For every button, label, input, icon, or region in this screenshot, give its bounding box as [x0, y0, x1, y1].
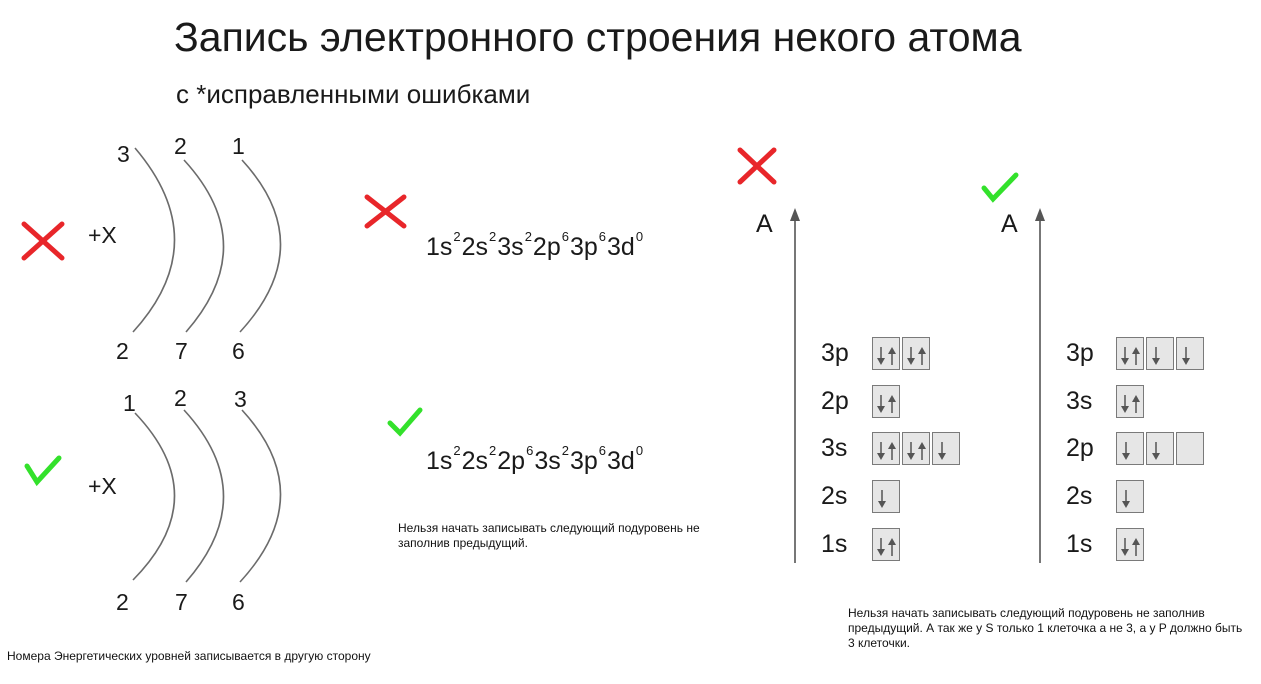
spin-arrows-icon — [1117, 433, 1145, 466]
energy-axis-label: A — [756, 210, 773, 238]
orbital-cell — [902, 337, 930, 370]
orbital-cell — [1146, 432, 1174, 465]
orbital-cells — [872, 337, 932, 370]
spin-arrows-icon — [1147, 433, 1175, 466]
orbital-term: 3p — [569, 233, 598, 261]
orbital-term: 3p — [569, 447, 598, 475]
orbital-cell — [1116, 432, 1144, 465]
shell-number: 1 — [232, 133, 245, 159]
electron-count-superscript: 2 — [561, 443, 569, 458]
orbital-term: 2s — [461, 233, 489, 261]
orbital-term: 2s — [461, 447, 489, 475]
spin-arrows-icon — [1177, 338, 1205, 371]
shell-arcs-wrong — [133, 148, 281, 332]
electron-count-superscript: 0 — [635, 443, 644, 458]
orbital-cell — [1176, 337, 1204, 370]
check-icon — [390, 410, 420, 433]
electron-count-superscript: 0 — [635, 229, 644, 244]
nucleus-label: +X — [88, 222, 117, 248]
orbital-cells — [1116, 337, 1206, 370]
sublevel-label: 3p — [1066, 339, 1094, 367]
spin-arrows-icon — [1117, 481, 1145, 514]
energy-axis-label: A — [1001, 210, 1018, 238]
orbital-cell — [1116, 337, 1144, 370]
cross-icon — [367, 197, 404, 226]
electron-count: 7 — [175, 589, 188, 615]
orbital-cell — [872, 432, 900, 465]
formula-correct — [426, 443, 644, 476]
spin-arrows-icon — [1117, 529, 1145, 562]
cross-icon — [24, 224, 62, 258]
page-title: Запись электронного строения некого атома — [174, 14, 1022, 60]
electron-count-superscript: 6 — [526, 443, 534, 458]
formula-wrong — [426, 229, 644, 262]
orbital-term: 1s — [426, 447, 453, 475]
orbital-cell — [932, 432, 960, 465]
spin-arrows-icon — [903, 338, 931, 371]
shell-arc-3 — [240, 410, 281, 582]
electron-count-superscript: 6 — [598, 229, 607, 244]
orbital-cell — [872, 337, 900, 370]
sublevel-label: 2s — [821, 482, 848, 510]
shell-arc-2 — [184, 160, 224, 332]
electron-count: 7 — [175, 338, 188, 364]
check-icon — [984, 175, 1016, 199]
orbital-cells — [1116, 385, 1146, 418]
sublevel-label: 3p — [821, 339, 849, 367]
shell-number: 1 — [123, 390, 136, 416]
orbital-cell — [1116, 480, 1144, 513]
orbital-cells — [872, 432, 962, 465]
orbital-cell — [872, 480, 900, 513]
energy-note: Нельзя начать записывать следующий подуровень не заполнив предыдущий. А так же у S только 1 клеточка а не 3, а у P должно быть 3 клеточки. — [848, 606, 1243, 650]
orbital-cell — [1116, 528, 1144, 561]
sublevel-label: 1s — [1066, 530, 1093, 558]
orbital-cells — [1116, 480, 1146, 513]
orbital-term: 3d — [607, 233, 635, 261]
spin-arrows-icon — [873, 481, 901, 514]
orbital-cell — [1116, 385, 1144, 418]
orbital-cell — [1176, 432, 1204, 465]
check-icon — [27, 458, 59, 482]
nucleus-label: +X — [88, 473, 117, 499]
orbital-cell — [872, 385, 900, 418]
shell-number: 3 — [117, 141, 130, 167]
spin-arrows-icon — [1117, 338, 1145, 371]
electron-count: 6 — [232, 338, 245, 364]
sublevel-label: 2p — [821, 387, 849, 415]
spin-arrows-icon — [903, 433, 931, 466]
formula-note: Нельзя начать записывать следующий подуровень не заполнив предыдущий. — [398, 521, 700, 550]
sublevel-label: 2s — [1066, 482, 1093, 510]
electron-count-superscript: 6 — [561, 229, 569, 244]
orbital-cells — [872, 528, 902, 561]
sublevel-label: 1s — [821, 530, 848, 558]
orbital-term: 3s — [534, 447, 561, 475]
orbital-cell — [902, 432, 930, 465]
electron-count-superscript: 2 — [489, 443, 497, 458]
electron-count-superscript: 2 — [524, 229, 532, 244]
shell-arc-2 — [184, 410, 224, 582]
orbital-cells — [872, 385, 902, 418]
sublevel-label: 3s — [1066, 387, 1093, 415]
spin-arrows-icon — [1117, 386, 1145, 419]
orbital-term: 2p — [497, 447, 526, 475]
spin-arrows-icon — [1177, 433, 1205, 466]
electron-count-superscript: 2 — [453, 443, 461, 458]
electron-count-superscript: 2 — [453, 229, 461, 244]
spin-arrows-icon — [873, 433, 901, 466]
orbital-cell — [872, 528, 900, 561]
electron-count-superscript: 2 — [489, 229, 497, 244]
spin-arrows-icon — [1147, 338, 1175, 371]
spin-arrows-icon — [873, 338, 901, 371]
shell-arc-3 — [240, 160, 281, 332]
shell-arc-1 — [133, 148, 175, 332]
energy-axis-wrong — [790, 208, 800, 563]
orbital-cell — [1146, 337, 1174, 370]
cross-icon — [740, 150, 774, 182]
shell-number: 2 — [174, 385, 187, 411]
electron-count: 2 — [116, 589, 129, 615]
shell-number: 3 — [234, 386, 247, 412]
page-subtitle: с *исправленными ошибками — [176, 79, 531, 109]
energy-axis-correct — [1035, 208, 1045, 563]
shell-arcs-correct — [133, 410, 281, 582]
sublevel-label: 3s — [821, 434, 848, 462]
orbital-term: 3d — [607, 447, 635, 475]
shell-arc-1 — [133, 413, 175, 580]
orbital-cells — [872, 480, 902, 513]
orbital-term: 1s — [426, 233, 453, 261]
shell-number: 2 — [174, 133, 187, 159]
spin-arrows-icon — [873, 386, 901, 419]
electron-count: 6 — [232, 589, 245, 615]
shell-note: Номера Энергетических уровней записывается в другую сторону — [7, 649, 371, 663]
orbital-cells — [1116, 528, 1146, 561]
orbital-term: 2p — [532, 233, 561, 261]
electron-count-superscript: 6 — [598, 443, 607, 458]
spin-arrows-icon — [873, 529, 901, 562]
electron-count: 2 — [116, 338, 129, 364]
orbital-term: 3s — [497, 233, 524, 261]
spin-arrows-icon — [933, 433, 961, 466]
orbital-cells — [1116, 432, 1206, 465]
sublevel-label: 2p — [1066, 434, 1094, 462]
